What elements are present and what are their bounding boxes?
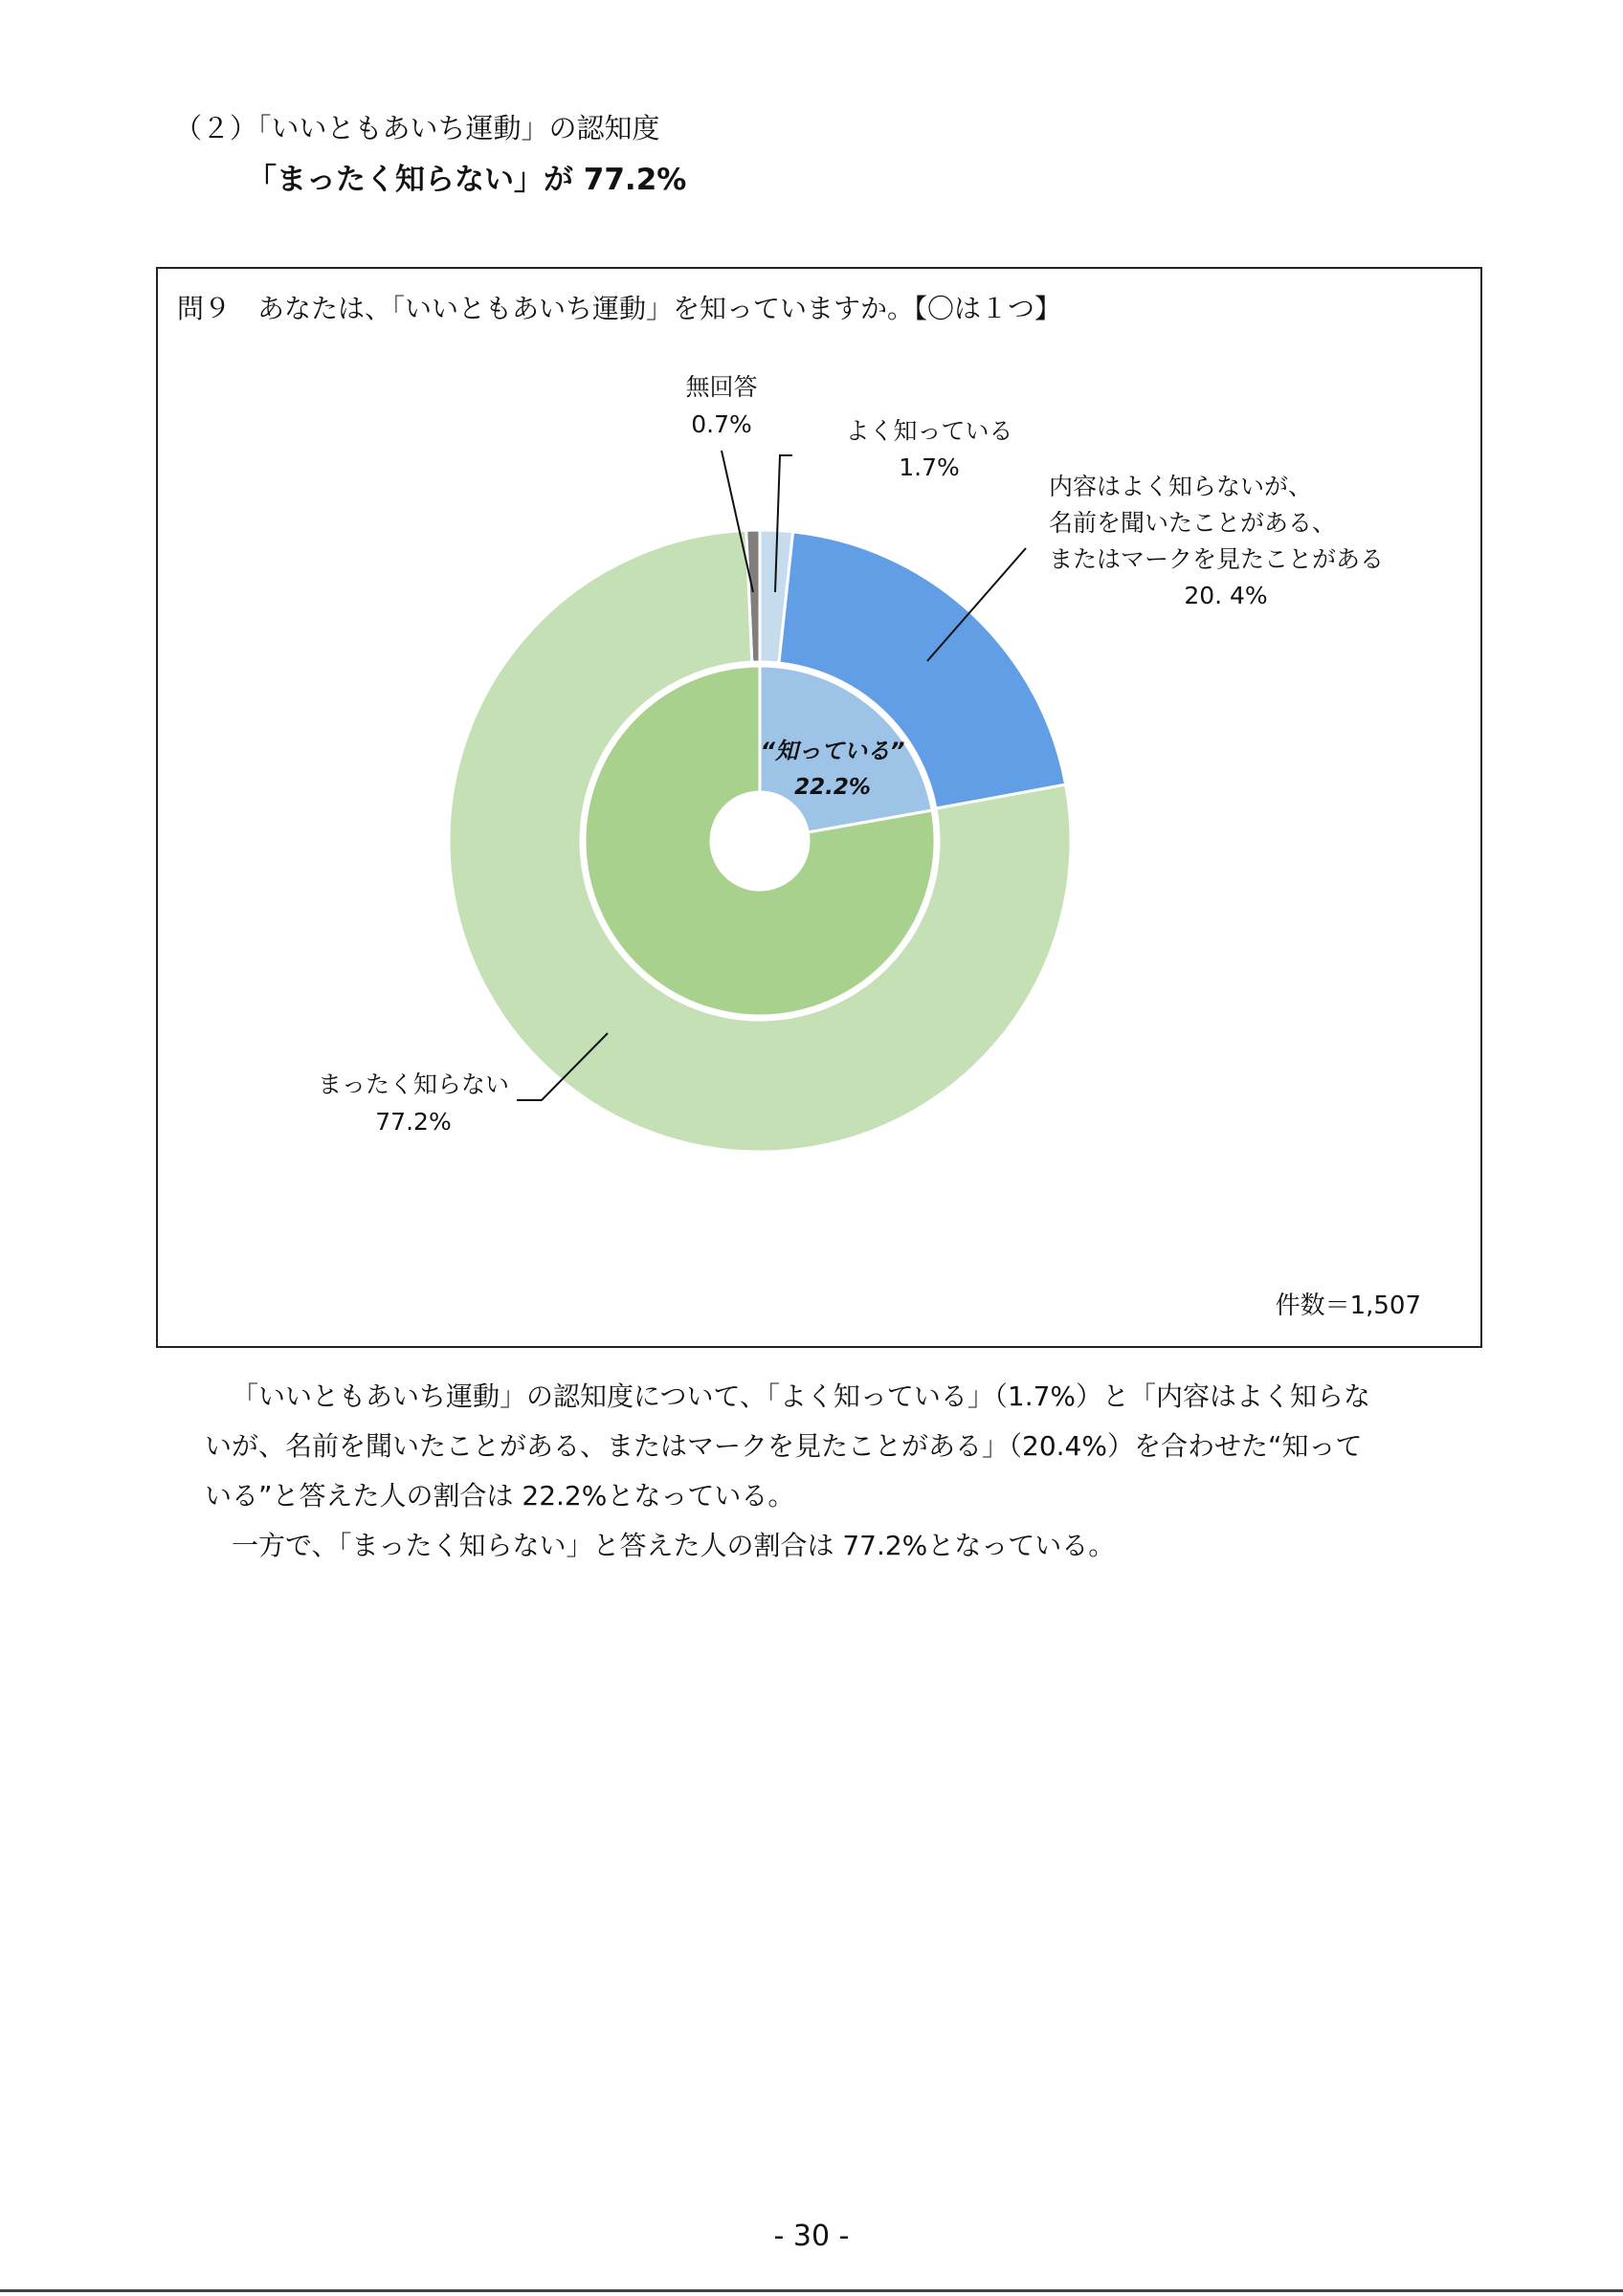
label-heard-of-line-1: 名前を聞いたことがある、 bbox=[1049, 509, 1337, 537]
label-well-known-value: 1.7% bbox=[899, 453, 960, 481]
label-know: “知っている” bbox=[760, 738, 905, 764]
body-line: 一方で、「まったく知らない」と答えた人の割合は 77.2%となっている。 bbox=[232, 1530, 1116, 1561]
label-not-at-all: まったく知らない bbox=[317, 1071, 510, 1098]
body-line: 「いいともあいち運動」の認知度について、「よく知っている」（1.7%）と「内容はよく知らな bbox=[232, 1380, 1371, 1412]
label-know-value: 22.2% bbox=[794, 775, 871, 800]
bottom-rule bbox=[0, 2289, 1623, 2292]
label-heard-of-line-2: またはマークを見たことがある bbox=[1049, 545, 1385, 573]
label-well-known: よく知っている bbox=[845, 417, 1013, 445]
section-headline: 「まったく知らない」が 77.2% bbox=[247, 163, 687, 197]
page-number: - 30 - bbox=[773, 2219, 850, 2253]
label-heard-of-line-0: 内容はよく知らないが、 bbox=[1049, 473, 1313, 500]
label-heard-of-value: 20. 4% bbox=[1184, 582, 1268, 609]
sample-size: 件数＝1,507 bbox=[1275, 1292, 1421, 1320]
label-not-at-all-value: 77.2% bbox=[375, 1108, 452, 1136]
body-text bbox=[205, 1372, 1449, 1571]
label-no-answer: 無回答 bbox=[685, 373, 758, 401]
donut-chart bbox=[158, 269, 1480, 1346]
body-line: いる”と答えた人の割合は 22.2%となっている。 bbox=[205, 1480, 795, 1512]
section-title: （２）「いいともあいち運動」の認知度 bbox=[174, 112, 660, 144]
chart-question: 問９ あなたは、「いいともあいち運動」を知っていますか。【〇は１つ】 bbox=[177, 293, 1062, 324]
chart-frame bbox=[156, 267, 1482, 1348]
body-line: いが、名前を聞いたことがある、またはマークを見たことがある」（20.4%）を合わせた“知って bbox=[205, 1430, 1363, 1462]
label-no-answer-value: 0.7% bbox=[691, 410, 752, 438]
